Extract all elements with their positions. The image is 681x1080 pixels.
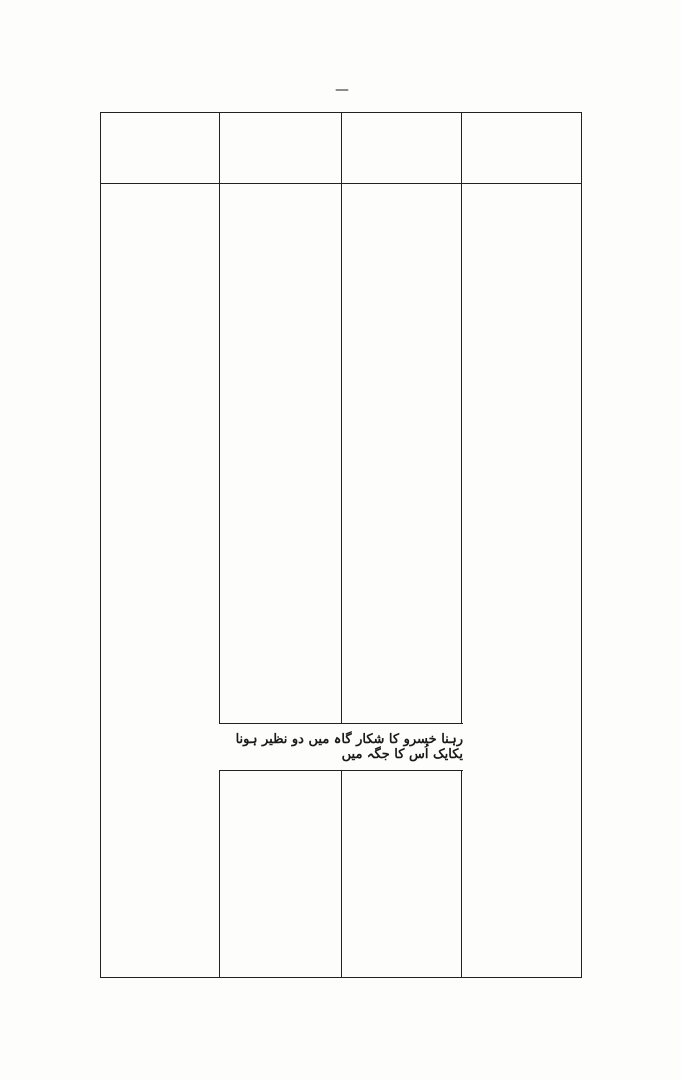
text-frame <box>100 112 582 978</box>
header-rule <box>101 183 581 184</box>
column-rule <box>219 113 220 977</box>
column-rule <box>461 113 462 977</box>
column-rule <box>341 113 342 977</box>
section-heading: رہنا خسرو کا شکار گاہ میں دو نظیر ہونا یکایک اُس کا جگہ میں <box>219 723 463 771</box>
page-top-mark: — <box>335 82 349 98</box>
